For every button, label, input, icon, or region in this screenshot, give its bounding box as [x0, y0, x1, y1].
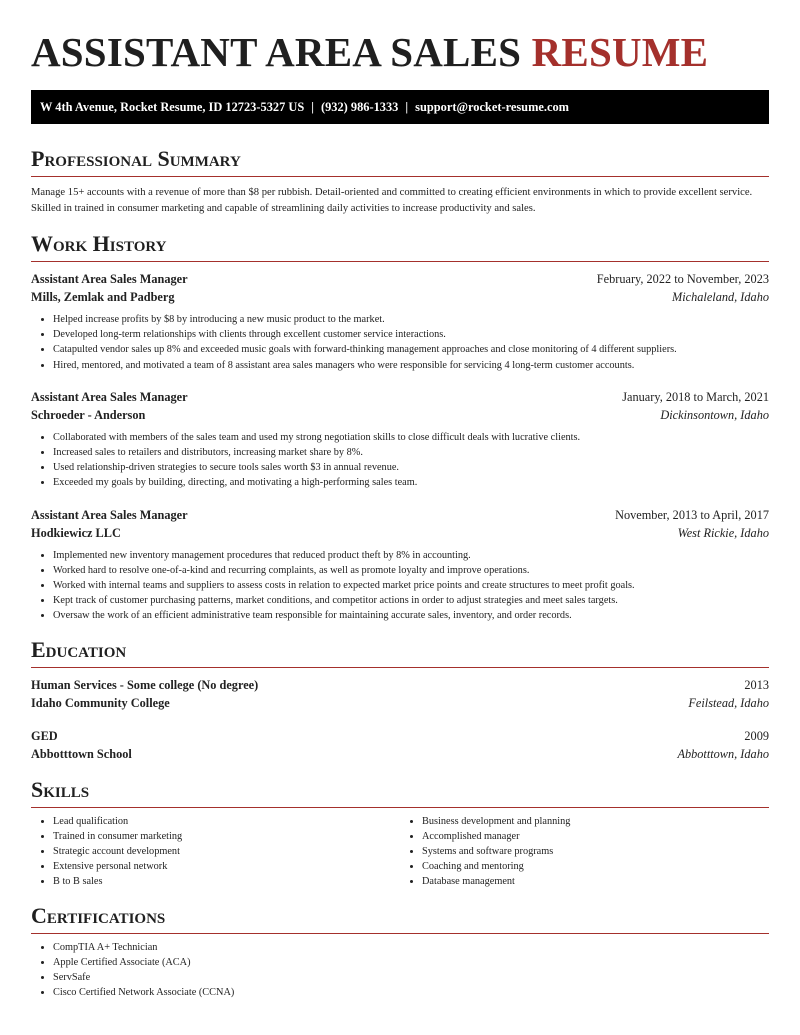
list-item: • Catapulted vendor sales up 8% and exceeded music goals with forward-thinking management approaches and close monitoring of 4 different suppliers. [53, 342, 769, 357]
education-entry [31, 727, 769, 763]
certifications-section [31, 902, 769, 1001]
section-divider [31, 261, 769, 262]
job-bullets [31, 430, 769, 491]
section-heading-certifications: Certifications [31, 902, 166, 928]
list-item: • Hired, mentored, and motivated a team of 8 assistant area sales managers who were responsible for servicing 4 long-term customer accounts. [53, 358, 769, 373]
list-item: • Extensive personal network [53, 859, 400, 874]
section-heading-skills: Skills [31, 776, 90, 802]
skills-list-left [31, 814, 400, 890]
job-entry [31, 506, 769, 624]
list-item: • Used relationship-driven strategies to secure tools sales worth $3 in annual revenue. [53, 460, 769, 475]
job-company: Mills, Zemlak and Padberg [31, 290, 175, 304]
education-school: Idaho Community College [31, 695, 170, 710]
section-divider [31, 933, 769, 934]
list-item: • Strategic account development [53, 844, 400, 859]
skills-section [31, 776, 769, 890]
list-item: • Exceeded my goals by building, directing, and motivating a high-performing sales team. [53, 475, 769, 490]
list-item: • Increased sales to retailers and distributors, increasing market share by 8%. [53, 445, 769, 460]
list-item: • Systems and software programs [422, 844, 769, 859]
education-section [31, 636, 769, 763]
list-item: • CompTIA A+ Technician [53, 940, 769, 955]
summary-text: Manage 15+ accounts with a revenue of more than $8 per rubbish. Detail-oriented and committed to creating efficient environments in which to provide excellent service. Skilled in trained in consumer marketing and capable of streamlining daily activities to increase productivity and sales. [31, 187, 753, 214]
list-item: • Worked hard to resolve one-of-a-kind and recurring complaints, as well as promote loyalty and improve operations. [53, 563, 769, 578]
list-item: • Lead qualification [53, 814, 400, 829]
list-item: • B to B sales [53, 874, 400, 889]
certifications-list [31, 940, 769, 1001]
job-title: Assistant Area Sales Manager [31, 272, 188, 286]
contact-email: support@rocket-resume.com [415, 99, 570, 114]
job-location: West Rickie, Idaho [677, 525, 769, 540]
list-item: • Implemented new inventory management procedures that reduced product theft by 8% in accounting. [53, 548, 769, 563]
job-company: Hodkiewicz LLC [31, 525, 121, 540]
list-item: • Developed long-term relationships with clients through excellent customer service interactions. [53, 327, 769, 342]
education-entry [31, 676, 769, 712]
job-company: Schroeder - Anderson [31, 407, 146, 422]
education-year: 2009 [744, 728, 769, 743]
list-item: • ServSafe [53, 970, 769, 985]
resume-title [31, 29, 769, 75]
summary-section [31, 148, 769, 216]
job-dates: February, 2022 to November, 2023 [596, 272, 769, 286]
title-accent: RESUME [531, 29, 709, 75]
list-item: • Accomplished manager [422, 829, 769, 844]
job-location: Dickinsontown, Idaho [660, 407, 769, 422]
section-heading-education: Education [31, 636, 127, 662]
list-item: • Trained in consumer marketing [53, 829, 400, 844]
section-divider [31, 176, 769, 177]
job-title: Assistant Area Sales Manager [31, 507, 188, 522]
education-degree: GED [31, 728, 58, 743]
list-item: • Apple Certified Associate (ACA) [53, 955, 769, 970]
list-item: • Helped increase profits by $8 by introducing a new music product to the market. [53, 312, 769, 327]
job-location: Michaleland, Idaho [672, 290, 769, 304]
contact-phone: (932) 986-1333 [320, 99, 399, 114]
education-location: Abbotttown, Idaho [677, 746, 769, 761]
list-item: • Collaborated with members of the sales team and used my strong negotiation skills to close difficult deals with lucrative clients. [53, 430, 769, 445]
contact-separator: | [311, 99, 314, 114]
work-section [31, 233, 769, 624]
contact-separator: | [405, 99, 409, 114]
contact-bar [31, 90, 769, 124]
title-main: ASSISTANT AREA SALES [31, 29, 532, 75]
section-heading-work: Work History [31, 231, 167, 256]
contact-address: W 4th Avenue, Rocket Resume, ID 12723-5327 US [40, 99, 305, 114]
job-entry [31, 388, 769, 491]
list-item: • Coaching and mentoring [422, 859, 769, 874]
list-item: • Database management [422, 874, 769, 889]
job-dates: January, 2018 to March, 2021 [622, 389, 769, 404]
section-heading-summary: Professional Summary [31, 146, 241, 171]
list-item: • Worked with internal teams and suppliers to assess costs in relation to expected market price points and create structures to meet profit goals. [53, 578, 769, 593]
job-bullets [31, 312, 769, 373]
job-entry [31, 270, 769, 373]
education-location: Feilstead, Idaho [688, 695, 769, 710]
job-title: Assistant Area Sales Manager [31, 389, 188, 404]
section-divider [31, 667, 769, 668]
list-item: • Cisco Certified Network Associate (CCNA) [53, 985, 769, 1000]
education-school: Abbotttown School [31, 746, 132, 761]
list-item: • Business development and planning [422, 814, 769, 829]
list-item: • Oversaw the work of an efficient administrative team responsible for maintaining accurate sales, inventory, and order records. [53, 608, 769, 623]
education-year: 2013 [744, 677, 769, 692]
skills-list-right [400, 814, 769, 890]
job-bullets [31, 548, 769, 624]
list-item: • Kept track of customer purchasing patterns, market conditions, and competitor actions in order to adjust strategies and meet sales targets. [53, 593, 769, 608]
education-degree: Human Services - Some college (No degree) [31, 677, 259, 692]
skills-columns [31, 808, 769, 890]
job-dates: November, 2013 to April, 2017 [615, 507, 769, 522]
